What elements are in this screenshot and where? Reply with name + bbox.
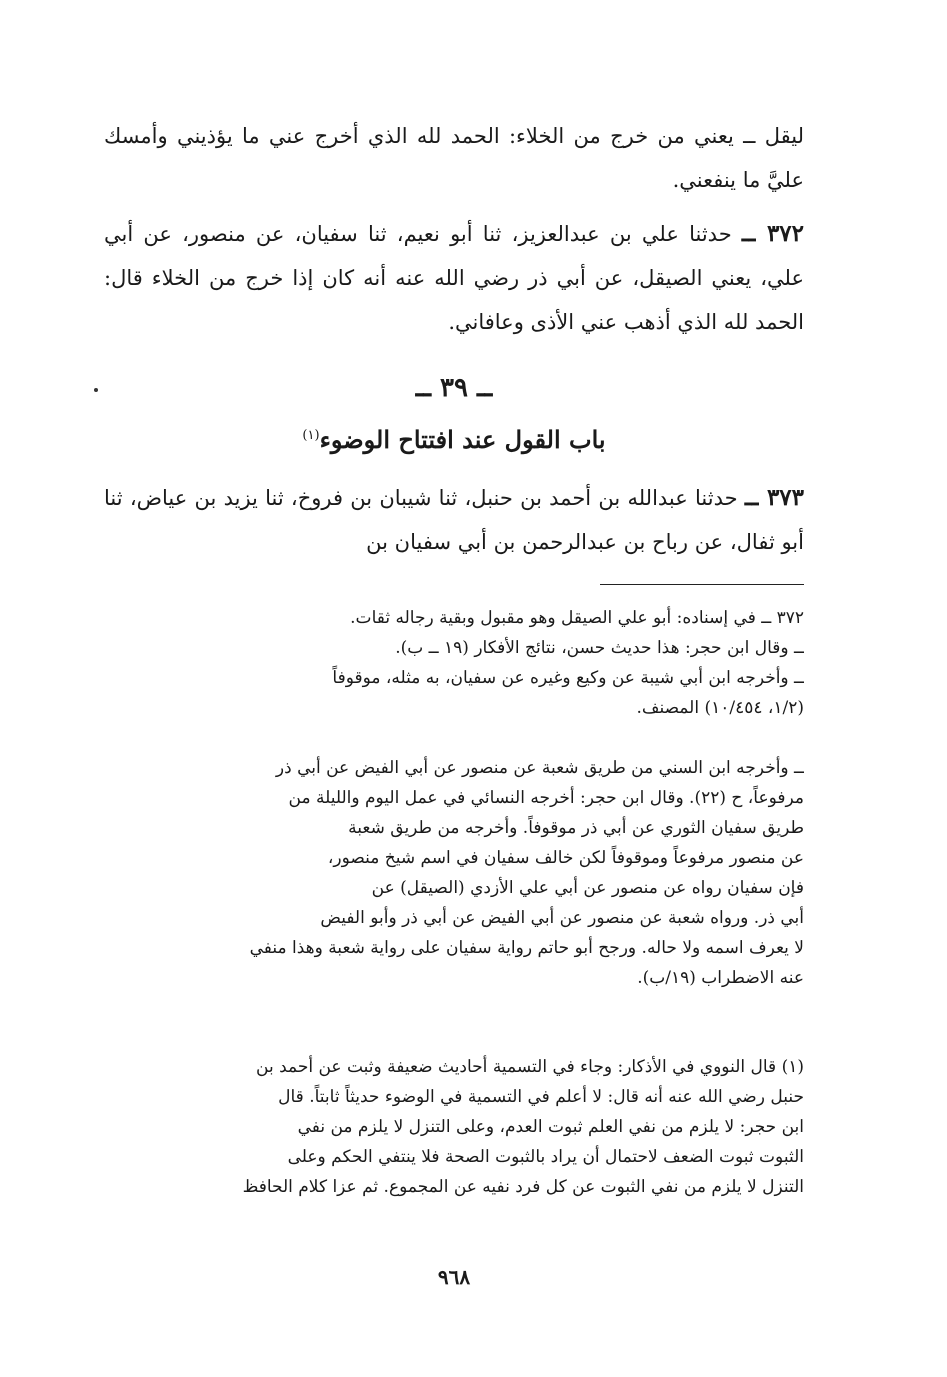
footnote-line: ــ وأخرجه ابن أبي شيبة عن وكيع وغيره عن سفيان، به مثله، موقوفاً	[332, 668, 804, 688]
hadith-373	[104, 476, 804, 564]
footnote-ref: (١)	[302, 428, 320, 443]
footnote-line: لا يعرف اسمه ولا حاله. ورجح أبو حاتم رواية سفيان على رواية شعبة وهذا منفي	[249, 938, 804, 958]
footnote-line: ٣٧٢ ــ في إسناده: أبو علي الصيقل وهو مقبول وبقية رجاله ثقات.	[350, 608, 804, 628]
footnote-line: الثبوت ثبوت الضعف لاحتمال أن يراد بالثبوت الصحة فلا ينتفي الحكم وعلى	[287, 1147, 804, 1167]
footnote-line: التنزل لا يلزم من نفي الثبوت عن كل فرد نفيه عن المجموع. ثم عزا كلام الحافظ	[242, 1177, 804, 1197]
footnote-line: عن منصور مرفوعاً وموقوفاً لكن خالف سفيان في اسم شيخ منصور،	[327, 848, 804, 868]
hadith-text: حدثنا علي بن عبدالعزيز، ثنا أبو نعيم، ثنا سفيان، عن منصور، عن أبي علي، يعني الصيقل، عن أبي ذر رضي الله عنه أنه كان إذا خرج من الخلاء قال: الحمد لله الذي أذهب عني الأذى وعافاني.	[104, 222, 804, 334]
footnote-line: عنه الاضطراب (١٩/ب).	[637, 968, 804, 988]
print-speck	[94, 388, 98, 392]
chapter-title	[104, 416, 804, 460]
footnote-line: أبي ذر. ورواه شعبة عن منصور عن أبي الفيض عن أبي ذر وأبو الفيض	[320, 908, 804, 928]
footnote-line: طريق سفيان الثوري عن أبي ذر موقوفاً. وأخرجه من طريق شعبة	[348, 818, 804, 838]
paragraph-continuation	[104, 114, 804, 202]
chapter-title-text: باب القول عند افتتاح الوضوء	[319, 425, 606, 454]
footnote-372	[104, 603, 804, 723]
hadith-text: حدثنا عبدالله بن أحمد بن حنبل، ثنا شيبان بن فروخ، ثنا يزيد بن عياض، ثنا أبو ثفال، عن رباح بن عبدالرحمن بن أبي سفيان بن	[104, 486, 804, 554]
hadith-number: ٣٧٣ ــ	[744, 484, 804, 511]
footnote-line: ــ وأخرجه ابن السني من طريق شعبة عن منصور عن أبي الفيض عن أبي ذر	[275, 758, 804, 778]
footnote-line: (١) قال النووي في الأذكار: وجاء في التسمية أحاديث ضعيفة وثبت عن أحمد بن	[256, 1057, 804, 1077]
hadith-number: ٣٧٢ ــ	[741, 220, 804, 247]
footnote-line: ــ وقال ابن حجر: هذا حديث حسن، نتائج الأفكار (١٩ ــ ب).	[395, 638, 804, 658]
hadith-372	[104, 212, 804, 344]
footnote-line: ابن حجر: لا يلزم من نفي العلم ثبوت العدم، وعلى التنزل لا يلزم من نفي	[297, 1117, 804, 1137]
chapter-number: ــ ٣٩ ــ	[415, 373, 493, 403]
footnote-372-continued	[104, 753, 804, 993]
footnote-line: فإن سفيان رواه عن منصور عن أبي علي الأزدي (الصيقل) عن	[371, 878, 804, 898]
footnote-line: حنبل رضي الله عنه أنه قال: لا أعلم في التسمية في الوضوء حديثاً ثابتاً. قال	[278, 1087, 804, 1107]
paragraph-text: ليقل ــ يعني من خرج من الخلاء: الحمد لله الذي أخرج عني ما يؤذيني وأمسك عليَّ ما ينفعني.	[104, 124, 804, 192]
page-number: ٩٦٨	[437, 1265, 471, 1289]
footnote-1	[104, 1052, 804, 1202]
footnote-line: (١/٢، ١٠/٤٥٤) المصنف.	[636, 698, 804, 718]
footnote-divider	[600, 584, 804, 585]
footnote-line: مرفوعاً، ح (٢٢). وقال ابن حجر: أخرجه النسائي في عمل اليوم والليلة من	[288, 788, 804, 808]
